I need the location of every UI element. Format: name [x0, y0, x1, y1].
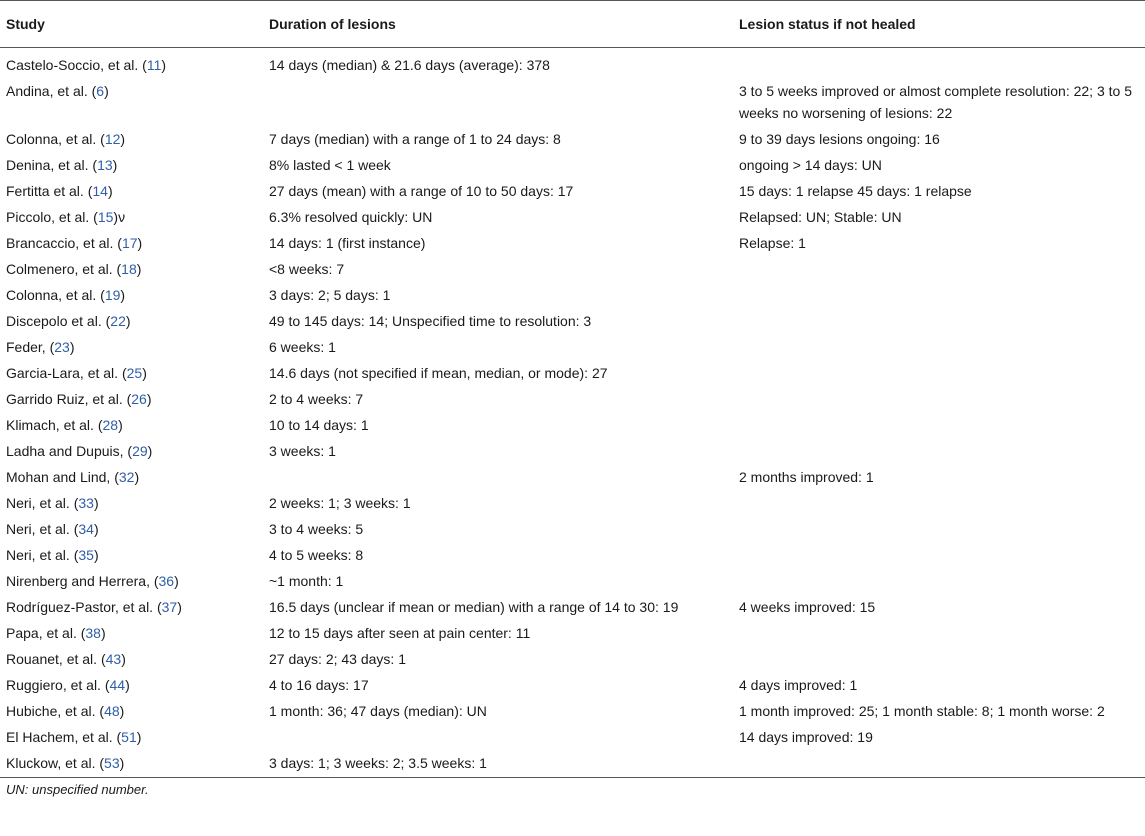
table-row — [0, 48, 1145, 79]
status-cell — [733, 620, 1145, 646]
study-name-suffix: ) — [69, 339, 75, 355]
reference-link[interactable]: 51 — [121, 729, 137, 745]
reference-link[interactable]: 26 — [131, 391, 147, 407]
status-cell: Relapsed: UN; Stable: UN — [739, 209, 902, 225]
study-name: Klimach, et al. ( — [6, 417, 103, 433]
status-cell — [733, 568, 1145, 594]
duration-cell: 3 days: 2; 5 days: 1 — [269, 287, 391, 303]
status-cell — [733, 360, 1145, 386]
reference-link[interactable]: 29 — [132, 443, 148, 459]
status-cell — [733, 490, 1145, 516]
study-name: Discepolo et al. ( — [6, 313, 111, 329]
study-name: Mohan and Lind, ( — [6, 469, 119, 485]
duration-cell: 6.3% resolved quickly: UN — [269, 209, 433, 225]
reference-link[interactable]: 19 — [104, 287, 121, 303]
study-cell — [0, 230, 263, 256]
study-cell — [0, 126, 263, 152]
table-row — [0, 464, 1145, 490]
study-name-suffix: ) — [107, 183, 113, 199]
header-duration: Duration of lesions — [263, 1, 733, 48]
study-name: Fertitta et al. ( — [6, 183, 93, 199]
duration-cell: 10 to 14 days: 1 — [269, 417, 369, 433]
study-name-suffix: ) — [120, 131, 126, 147]
reference-link[interactable]: 25 — [126, 365, 143, 381]
study-cell — [0, 412, 263, 438]
status-cell — [733, 542, 1145, 568]
status-cell: 15 days: 1 relapse 45 days: 1 relapse — [739, 183, 972, 199]
study-cell — [0, 542, 263, 568]
duration-cell: 2 weeks: 1; 3 weeks: 1 — [269, 495, 411, 511]
study-name-suffix: ) — [125, 677, 130, 693]
duration-cell: 14.6 days (not specified if mean, median, or mode): 27 — [269, 365, 608, 381]
reference-link[interactable]: 13 — [97, 157, 113, 173]
duration-cell: ~1 month: 1 — [269, 573, 344, 589]
study-cell — [0, 568, 263, 594]
status-cell — [733, 256, 1145, 282]
status-cell: 4 days improved: 1 — [739, 677, 858, 693]
study-name-suffix: ) — [177, 599, 182, 615]
duration-cell: 1 month: 36; 47 days (median): UN — [269, 703, 487, 719]
table-row — [0, 204, 1145, 230]
reference-link[interactable]: 18 — [121, 261, 137, 277]
reference-link[interactable]: 43 — [105, 651, 122, 667]
duration-cell: 3 to 4 weeks: 5 — [269, 521, 364, 537]
study-cell — [0, 750, 263, 778]
status-cell: ongoing > 14 days: UN — [739, 157, 882, 173]
status-cell — [733, 516, 1145, 542]
duration-cell: 27 days (mean) with a range of 10 to 50 days: 17 — [269, 183, 574, 199]
table-row — [0, 334, 1145, 360]
study-name-suffix: ) — [136, 729, 142, 745]
duration-cell: 4 to 5 weeks: 8 — [269, 547, 364, 563]
status-cell — [733, 386, 1145, 412]
study-name-suffix: ) — [120, 287, 126, 303]
duration-cell: 2 to 4 weeks: 7 — [269, 391, 364, 407]
table-row — [0, 78, 1145, 126]
study-cell — [0, 256, 263, 282]
study-cell — [0, 334, 263, 360]
reference-link[interactable]: 11 — [146, 57, 162, 73]
reference-link[interactable]: 6 — [96, 83, 105, 99]
study-cell — [0, 308, 263, 334]
status-cell: 4 weeks improved: 15 — [739, 599, 876, 615]
study-cell — [0, 516, 263, 542]
study-name-suffix: ) — [93, 547, 99, 563]
duration-cell: 14 days (median) & 21.6 days (average): 378 — [269, 57, 550, 73]
status-cell: 14 days improved: 19 — [739, 729, 873, 745]
study-name: Kluckow, et al. ( — [6, 755, 105, 771]
study-cell — [0, 78, 263, 126]
reference-link[interactable]: 22 — [110, 313, 126, 329]
table-row — [0, 152, 1145, 178]
study-name-suffix: ) — [104, 83, 109, 99]
status-cell — [733, 438, 1145, 464]
study-name: Castelo-Soccio, et al. ( — [6, 57, 147, 73]
study-cell — [0, 698, 263, 724]
status-cell — [733, 646, 1145, 672]
header-status: Lesion status if not healed — [733, 1, 1145, 48]
duration-cell — [263, 78, 733, 126]
table-row — [0, 698, 1145, 724]
reference-link[interactable]: 17 — [121, 235, 138, 251]
study-cell — [0, 178, 263, 204]
table-row — [0, 724, 1145, 750]
table-row — [0, 568, 1145, 594]
study-cell — [0, 646, 263, 672]
study-name-suffix: ) — [100, 625, 106, 641]
duration-cell: 8% lasted < 1 week — [269, 157, 391, 173]
table-row — [0, 282, 1145, 308]
study-cell — [0, 386, 263, 412]
study-name-suffix: ) — [147, 443, 153, 459]
study-name-suffix: ) — [125, 313, 131, 329]
duration-cell: 7 days (median) with a range of 1 to 24 days: 8 — [269, 131, 561, 147]
table-row — [0, 308, 1145, 334]
study-cell — [0, 438, 263, 464]
duration-cell: 12 to 15 days after seen at pain center: 11 — [269, 625, 531, 641]
study-name: Feder, ( — [6, 339, 55, 355]
table-row — [0, 620, 1145, 646]
status-cell: 2 months improved: 1 — [739, 469, 874, 485]
header-row — [0, 1, 1145, 48]
reference-link[interactable]: 38 — [85, 625, 101, 641]
study-name: El Hachem, et al. ( — [6, 729, 122, 745]
table-row — [0, 646, 1145, 672]
duration-cell: 3 days: 1; 3 weeks: 2; 3.5 weeks: 1 — [263, 750, 733, 778]
study-name-suffix: ) — [146, 391, 152, 407]
table-row — [0, 516, 1145, 542]
study-cell — [0, 48, 263, 79]
study-name: Colmenero, et al. ( — [6, 261, 122, 277]
status-cell — [733, 308, 1145, 334]
study-name-suffix: ) — [112, 157, 118, 173]
reference-link[interactable]: 34 — [78, 521, 94, 537]
reference-link[interactable]: 12 — [104, 131, 121, 147]
study-name-suffix: ) — [121, 651, 126, 667]
duration-cell — [263, 724, 733, 750]
study-name: Rouanet, et al. ( — [6, 651, 106, 667]
reference-link[interactable]: 33 — [78, 495, 94, 511]
reference-link[interactable]: 14 — [92, 183, 108, 199]
duration-cell: 6 weeks: 1 — [269, 339, 336, 355]
study-name-suffix: ) — [136, 261, 142, 277]
reference-link[interactable]: 44 — [109, 677, 126, 693]
duration-cell — [263, 464, 733, 490]
status-cell: 1 month improved: 25; 1 month stable: 8; 1 month worse: 2 — [739, 703, 1105, 719]
study-name: Colonna, et al. ( — [6, 131, 105, 147]
duration-cell: 16.5 days (unclear if mean or median) with a range of 14 to 30: 19 — [269, 599, 679, 615]
duration-cell: 4 to 16 days: 17 — [269, 677, 369, 693]
study-name: Andina, et al. ( — [6, 83, 97, 99]
study-cell — [0, 152, 263, 178]
status-cell — [733, 282, 1145, 308]
study-name-suffix: ) — [137, 235, 143, 251]
table-row — [0, 360, 1145, 386]
status-cell — [733, 412, 1145, 438]
table-row — [0, 412, 1145, 438]
reference-link[interactable]: 48 — [104, 703, 120, 719]
study-name: Colonna, et al. ( — [6, 287, 105, 303]
reference-link[interactable]: 15 — [97, 209, 114, 225]
table-row — [0, 126, 1145, 152]
study-cell — [0, 724, 263, 750]
study-name: Neri, et al. ( — [6, 521, 79, 537]
study-cell — [0, 464, 263, 490]
study-name-suffix: ) — [161, 57, 167, 73]
study-cell — [0, 594, 263, 620]
study-cell — [0, 620, 263, 646]
duration-cell: 27 days: 2; 43 days: 1 — [269, 651, 406, 667]
table-row — [0, 438, 1145, 464]
duration-cell: 14 days: 1 (first instance) — [269, 235, 426, 251]
study-cell — [0, 282, 263, 308]
table-row — [0, 256, 1145, 282]
study-name: Ruggiero, et al. ( — [6, 677, 110, 693]
study-cell — [0, 204, 263, 230]
reference-link[interactable]: 37 — [161, 599, 178, 615]
study-cell — [0, 672, 263, 698]
table-row — [0, 386, 1145, 412]
study-name: Neri, et al. ( — [6, 547, 79, 563]
study-cell — [0, 490, 263, 516]
status-cell — [733, 48, 1145, 79]
study-cell — [0, 360, 263, 386]
status-cell: 3 to 5 weeks improved or almost complete resolution: 22; 3 to 5 weeks no worsening of lesions: 22 — [739, 83, 1132, 121]
status-cell — [733, 334, 1145, 360]
study-name: Hubiche, et al. ( — [6, 703, 105, 719]
table-body — [0, 48, 1145, 778]
study-name-suffix: ) — [93, 495, 99, 511]
duration-cell: 3 weeks: 1 — [269, 443, 336, 459]
duration-cell: <8 weeks: 7 — [269, 261, 345, 277]
study-name: Garrido Ruiz, et al. ( — [6, 391, 132, 407]
study-name-suffix: ) — [93, 521, 99, 537]
table-row — [0, 230, 1145, 256]
study-name: Garcia-Lara, et al. ( — [6, 365, 127, 381]
status-cell: 9 to 39 days lesions ongoing: 16 — [739, 131, 940, 147]
reference-link[interactable]: 36 — [158, 573, 175, 589]
study-name: Nirenberg and Herrera, ( — [6, 573, 159, 589]
status-cell — [733, 750, 1145, 778]
study-name-suffix: ) — [118, 417, 123, 433]
study-name-suffix: ) — [174, 573, 179, 589]
table-row — [0, 750, 1145, 778]
study-name-suffix: ) — [119, 755, 125, 771]
table-row — [0, 490, 1145, 516]
table-row — [0, 594, 1145, 620]
study-name: Rodríguez-Pastor, et al. ( — [6, 599, 162, 615]
study-name: Brancaccio, et al. ( — [6, 235, 122, 251]
study-name: Neri, et al. ( — [6, 495, 79, 511]
reference-link[interactable]: 32 — [118, 469, 135, 485]
header-study: Study — [0, 1, 263, 48]
study-name-suffix: ) — [134, 469, 140, 485]
reference-link[interactable]: 35 — [78, 547, 94, 563]
table-row — [0, 178, 1145, 204]
table-row — [0, 672, 1145, 698]
table-footnote: UN: unspecified number. — [6, 782, 149, 797]
reference-link[interactable]: 23 — [54, 339, 70, 355]
duration-cell: 49 to 145 days: 14; Unspecified time to resolution: 3 — [269, 313, 592, 329]
reference-link[interactable]: 28 — [102, 417, 119, 433]
study-name: Denina, et al. ( — [6, 157, 98, 173]
reference-link[interactable]: 53 — [104, 755, 120, 771]
study-name-suffix: ) — [119, 703, 125, 719]
table-row — [0, 542, 1145, 568]
study-name: Ladha and Dupuis, ( — [6, 443, 133, 459]
study-name-suffix: )ν — [113, 209, 126, 225]
study-name-suffix: ) — [142, 365, 147, 381]
study-name: Piccolo, et al. ( — [6, 209, 98, 225]
status-cell: Relapse: 1 — [739, 235, 806, 251]
study-name: Papa, et al. ( — [6, 625, 86, 641]
